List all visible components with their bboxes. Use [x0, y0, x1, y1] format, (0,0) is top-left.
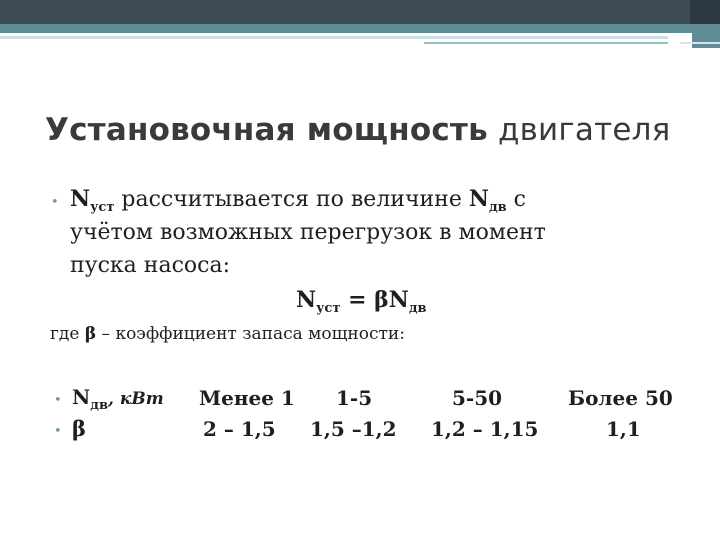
header-bar-dark: [0, 0, 720, 24]
header-bar-teal: [0, 24, 720, 33]
header-line-right: [680, 42, 720, 44]
row1-n-sub: дв: [90, 398, 108, 413]
header-bar-teal-right: [692, 24, 720, 48]
row2-cell-4: 1,1: [606, 417, 641, 441]
row2-cell-1: 2 – 1,5: [203, 417, 276, 441]
row2-cell-2: 1,5 –1,2: [310, 417, 397, 441]
where-beta: β: [84, 324, 97, 344]
row1-cell-3: 5-50: [452, 386, 503, 410]
header-line-accent: [424, 42, 668, 44]
formula-n1-sub: уст: [316, 301, 341, 316]
intro-text-2: с: [506, 187, 526, 212]
slide-title-rest: двигателя: [487, 112, 671, 148]
formula: [296, 287, 427, 316]
intro-text-1: рассчитывается по величине: [114, 187, 469, 212]
intro-line-1: [70, 186, 526, 215]
row1-unit: , кВт: [107, 389, 164, 409]
bullet-dot: •: [51, 195, 59, 210]
n-sub: уст: [90, 200, 115, 215]
intro-line-3: пуска насоса:: [70, 253, 230, 278]
formula-n1: N: [296, 287, 317, 313]
slide-title-bold: Установочная мощность: [45, 112, 488, 148]
where-line: [50, 324, 405, 344]
slide-title: [45, 112, 670, 148]
formula-n2-sub: дв: [408, 301, 427, 316]
n2-sub: дв: [488, 200, 507, 215]
row1-n: N: [72, 385, 91, 409]
where-text: – коэффициент запаса мощности:: [96, 324, 405, 344]
row1-cell-4: Более 50: [568, 386, 673, 410]
row2-cell-3: 1,2 – 1,15: [431, 417, 539, 441]
formula-n2: N: [388, 287, 409, 313]
n-symbol: N: [70, 186, 91, 212]
where-prefix: где: [50, 324, 85, 344]
n2-symbol: N: [468, 186, 489, 212]
row1-cell-1: Менее 1: [199, 386, 295, 410]
formula-beta: β: [374, 287, 389, 313]
bullet-dot-row2: •: [54, 424, 62, 439]
header-corner: [690, 0, 720, 24]
row2-label: β: [72, 416, 86, 441]
row1-cell-2: 1-5: [336, 386, 373, 410]
formula-eq: =: [340, 287, 375, 313]
header-line-light: [0, 36, 668, 39]
row1-label: [72, 385, 164, 413]
intro-line-2: учётом возможных перегрузок в момент: [70, 220, 546, 245]
bullet-dot-row1: •: [54, 393, 62, 408]
